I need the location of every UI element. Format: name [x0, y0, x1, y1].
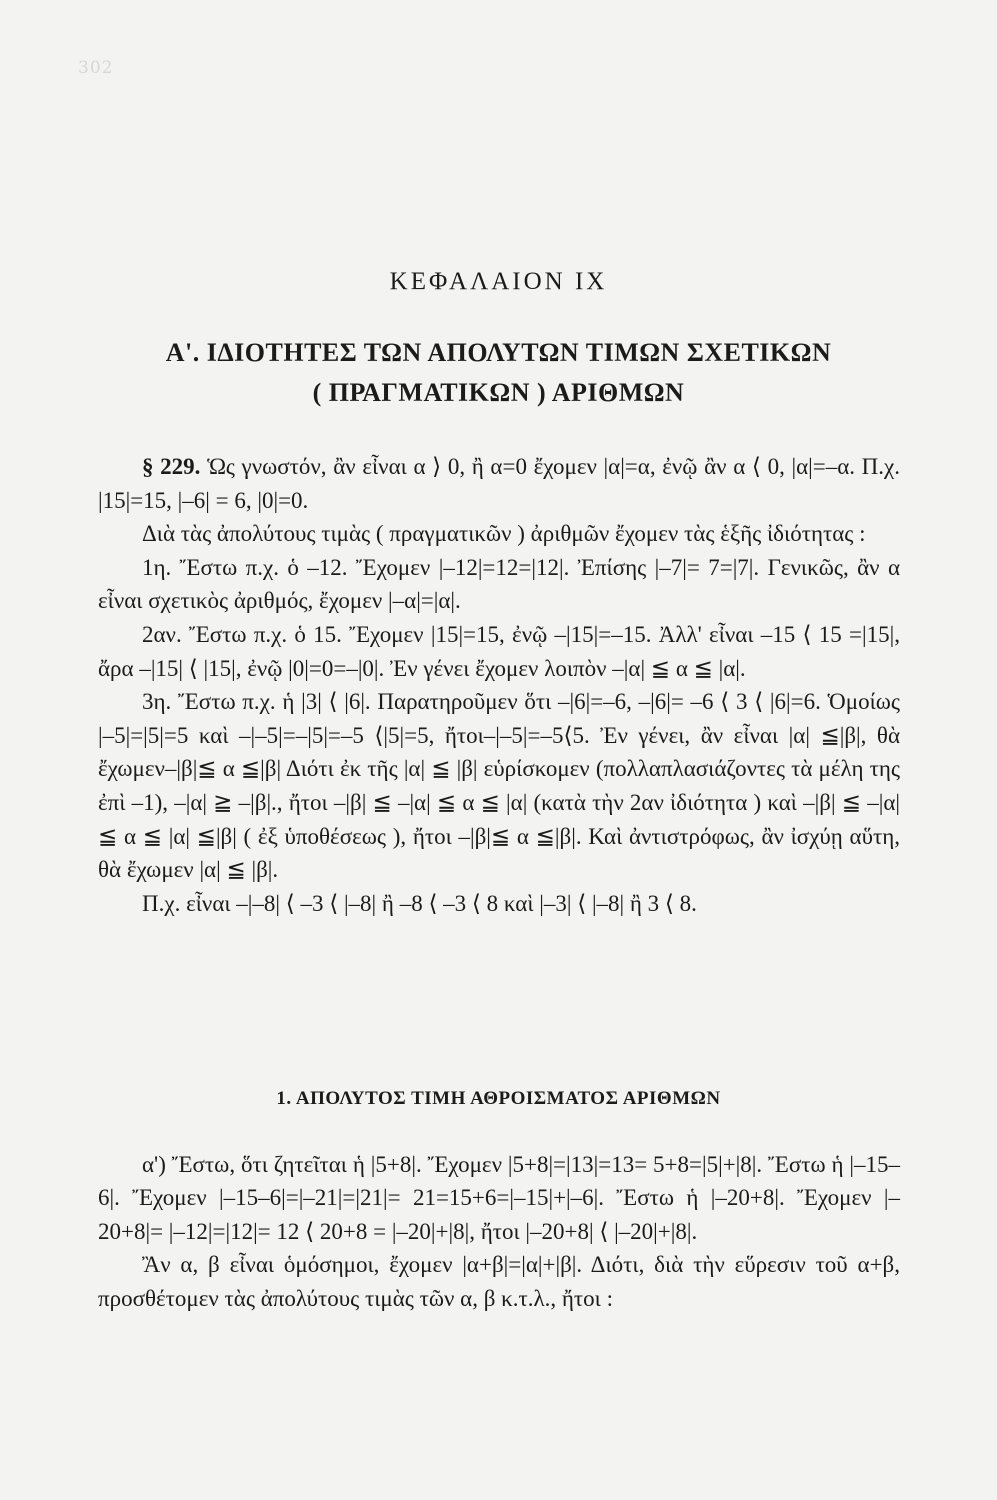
section-title-line-2: ( ΠΡΑΓΜΑΤΙΚΩΝ ) ΑΡΙΘΜΩΝ [312, 378, 685, 407]
paragraph-example: Π.χ. εἶναι –|–8| ⟨ –3 ⟨ |–8| ἢ –8 ⟨ –3 ⟨ 8 καὶ |–3| ⟨ |–8| ἢ 3 ⟨ 8. [142, 890, 697, 916]
chapter-heading: ΚΕΦΑΛΑΙΟΝ ΙΧ [389, 268, 608, 295]
paragraph-same-sign: Ἂν α, β εἶναι ὁμόσημοι, ἔχομεν |α+β|=|α|+|β|. Διότι, διὰ τὴν εὕρεσιν τοῦ α+β, προσθέτομεν τὰς ἀπολύτους τιμὰς τῶν α, β κ.τ.λ., ἤτοι : [98, 1252, 900, 1311]
paragraph-intro [98, 450, 900, 517]
paragraph-sum-examples: α') Ἔστω, ὅτι ζητεῖται ἡ |5+8|. Ἔχομεν |5+8|=|13|=13= 5+8=|5|+|8|. Ἔστω ἡ |–15–6|. Ἔχομεν |–15–6|=|–21|=|21|= 21=15+6=|–15|+|–6|. Ἔστω ἡ |–20+8|. Ἔχομεν |–20+8|= |–12|=|12|= 12 ⟨ 20+8 = |–20|+|8|, ἤτοι |–20+8| ⟨ |–20|+|8|. [98, 1152, 900, 1244]
subsection-heading: 1. ΑΠΟΛΥΤΟΣ ΤΙΜΗ ΑΘΡΟΙΣΜΑΤΟΣ ΑΡΙΘΜΩΝ [276, 1088, 721, 1109]
paragraph-property-3: 3η. Ἔστω π.χ. ἡ |3| ⟨ |6|. Παρατηροῦμεν ὅτι –|6|=–6, –|6|= –6 ⟨ 3 ⟨ |6|=6. Ὁμοίως |–5|=|5|=5 καὶ –|–5|=–|5|=–5 ⟨|5|=5, ἤτοι–|–5|=–5⟨5. Ἐν γένει, ἂν εἶναι |α| ≦|β|, θὰ ἔχωμεν–|β|≦ α ≦|β| Διότι ἐκ τῆς |α| ≦ |β| εὑρίσκομεν (πολλαπλασιάζοντες τὰ μέλη της ἐπὶ –1), –|α| ≧ –|β|., ἤτοι –|β| ≦ –|α| ≦ α ≦ |α| (κατὰ τὴν 2αν ἰδιότητα ) καὶ –|β| ≦ –|α| ≦ α ≦ |α| ≦|β| ( ἐξ ὑποθέσεως ), ἤτοι –|β|≦ α ≦|β|. Καὶ ἀντιστρόφως, ἂν ἰσχύῃ αὕτη, θὰ ἔχωμεν |α| ≦ |β|. [98, 689, 900, 883]
subsection-text [98, 1148, 900, 1315]
page-number: 302 [78, 58, 114, 78]
paragraph-property-2: 2αν. Ἔστω π.χ. ὁ 15. Ἔχομεν |15|=15, ἐνῷ –|15|=–15. Ἀλλ' εἶναι –15 ⟨ 15 =|15|, ἄρα –|15| ⟨ |15|, ἐνῷ |0|=0=–|0|. Ἐν γένει ἔχομεν λοιπὸν –|α| ≦ α ≦ |α|. [98, 621, 900, 681]
section-title-line-1: Α'. ΙΔΙΟΤΗΤΕΣ ΤΩΝ ΑΠΟΛΥΤΩΝ ΤΙΜΩΝ ΣΧΕΤΙΚΩΝ [165, 338, 832, 367]
paragraph-properties: Διὰ τὰς ἀπολύτους τιμὰς ( πραγματικῶν ) ἀριθμῶν ἔχομεν τὰς ἑξῆς ἰδιότητας : [142, 521, 866, 547]
paragraph-intro-text: Ὡς γνωστόν, ἂν εἶναι α ⟩ 0, ἢ α=0 ἔχομεν |α|=α, ἐνῷ ἂν α ⟨ 0, |α|=–α. Π.χ. |15|=15, |–6| = 6, |0|=0. [98, 454, 900, 513]
section-number: § 229. [142, 454, 201, 479]
paragraph-property-1: 1η. Ἔστω π.χ. ὁ –12. Ἔχομεν |–12|=12=|12|. Ἐπίσης |–7|= 7=|7|. Γενικῶς, ἂν α εἶναι σχετικὸς ἀριθμός, ἔχομεν |–α|=|α|. [98, 554, 900, 614]
main-text [98, 450, 900, 920]
